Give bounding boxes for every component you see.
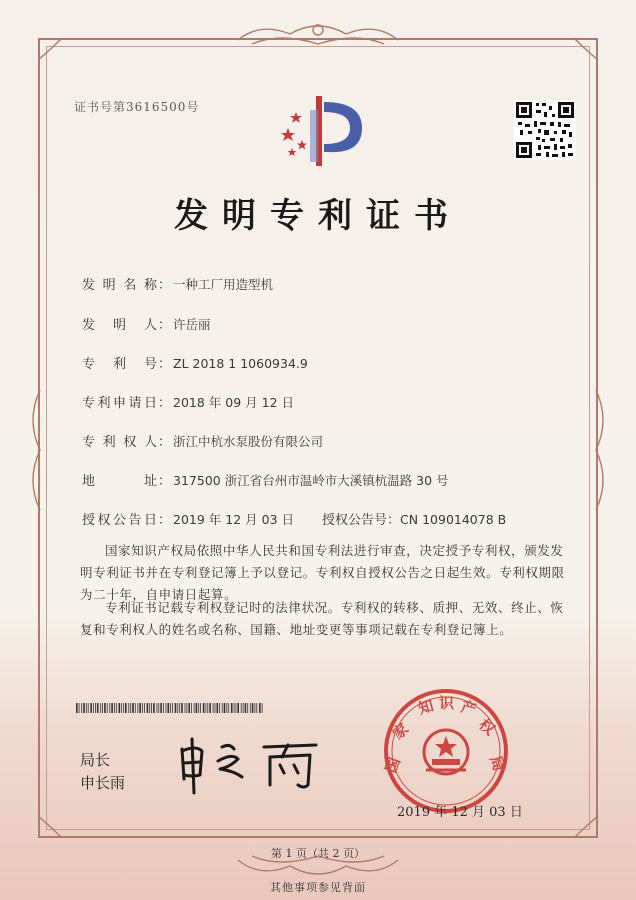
patent-number-row: 专 利 号： ZL 2018 1 1060934.9 <box>82 353 308 372</box>
statement-paragraph-1: 国家知识产权局依照中华人民共和国专利法进行审查，决定授予专利权，颁发发明专利证书并在专利登记簿上予以登记。专利权自授权公告之日起生效。专利权期限为二十年，自申请日起算。 <box>80 543 565 602</box>
grant-date-label: 授权公告日 <box>82 513 158 528</box>
seal-char-3: 知 <box>416 696 436 718</box>
grant-number-value: CN 109014078 B <box>400 512 507 527</box>
patentee-value: 浙江中杭水泵股份有限公司 <box>173 434 324 449</box>
page-number: 第 1 页（共 2 页） <box>271 847 365 860</box>
page-title: 发明专利证书 <box>174 196 462 236</box>
address-label: 地 址 <box>82 474 158 489</box>
seal-date: 2019 年 12 月 03 日 <box>397 805 523 820</box>
grant-number-label: 授权公告号 <box>322 513 388 528</box>
invention-name-label: 发明名称 <box>82 278 158 293</box>
invention-name-row: 发明名称： 一种工厂用造型机 <box>82 274 273 293</box>
invention-name-value: 一种工厂用造型机 <box>173 277 274 292</box>
grant-number-row: 授权公告号：CN 109014078 B <box>322 512 507 528</box>
statement-paragraph-2: 专利证书记载专利权登记时的法律状况。专利权的转移、质押、无效、终止、恢复和专利权人的姓名或名称、国籍、地址变更等事项记载在专利登记簿上。 <box>80 600 564 637</box>
address-value: 317500 浙江省台州市温岭市大溪镇杭温路 30 号 <box>173 473 449 488</box>
filing-date-row: 专利申请日： 2018 年 09 月 12 日 <box>82 392 294 411</box>
director-name: 申长雨 <box>80 774 126 792</box>
grant-date-value: 2019 年 12 月 03 日 <box>173 512 295 527</box>
filing-date-label: 专利申请日 <box>82 396 158 411</box>
inventor-value: 许岳丽 <box>173 317 211 332</box>
patent-number-value: ZL 2018 1 1060934.9 <box>173 356 308 371</box>
seal-char-1: 国 <box>381 755 404 776</box>
seal-char-7: 局 <box>486 753 509 774</box>
patentee-label: 专利权人 <box>82 435 158 450</box>
official-seal-icon <box>376 686 516 816</box>
inventor-label: 发 明 人 <box>82 318 158 333</box>
seal-char-2: 家 <box>389 719 413 744</box>
cnipa-logo-icon <box>278 92 370 170</box>
barcode-icon <box>76 703 264 713</box>
inventor-row: 发 明 人： 许岳丽 <box>82 314 211 333</box>
patent-number-label: 专 利 号 <box>82 357 158 372</box>
back-note: 其他事项参见背面 <box>270 881 366 894</box>
director-title: 局长 <box>80 751 111 769</box>
qr-code-icon <box>514 100 576 160</box>
seal-char-6: 权 <box>475 715 499 739</box>
seal-char-4: 识 <box>439 694 455 712</box>
filing-date-value: 2018 年 09 月 12 日 <box>173 395 295 410</box>
grant-date-row: 授权公告日： 2019 年 12 月 03 日 <box>82 509 294 528</box>
signature-icon <box>170 735 330 795</box>
seal-char-5: 产 <box>458 697 479 719</box>
certificate-number: 证书号第3616500号 <box>74 100 200 114</box>
patentee-row: 专利权人： 浙江中杭水泵股份有限公司 <box>82 431 323 450</box>
address-row: 地 址： 317500 浙江省台州市温岭市大溪镇杭温路 30 号 <box>82 470 449 489</box>
